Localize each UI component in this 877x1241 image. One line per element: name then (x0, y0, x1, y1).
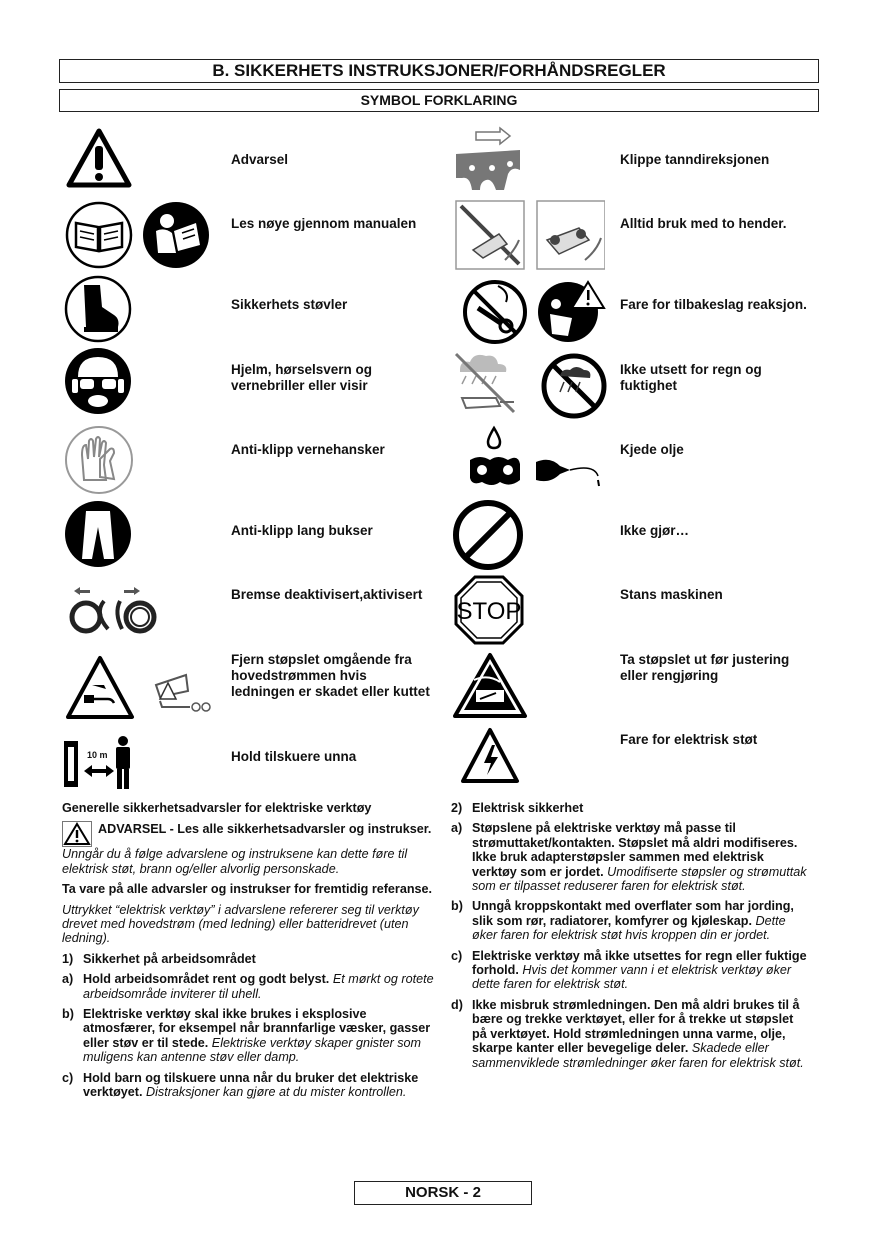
left-text-column (62, 801, 434, 1106)
symbol-label-electric-shock: Fare for elektrisk støt (620, 732, 758, 747)
distance-text: 10 m (87, 750, 108, 760)
definition-text: Uttrykket “elektrisk verktøy” i advarslene refererer seg til verktøy drevet med hovedstrøm (med ledning) eller batteridrevet (uten ledning). (62, 902, 419, 946)
symbol-label-stop: Stans maskinen (620, 587, 723, 602)
symbol-label-trousers: Anti-klipp lang bukser (231, 523, 373, 538)
protective-trousers-icon (64, 499, 132, 569)
keep-instructions-text: Ta vare på alle advarsler og instrukser for fremtidig referanse. (62, 882, 433, 897)
section-heading: 1) Sikkerhet på arbeidsområdet (62, 951, 256, 966)
list-item: d) Ikke misbruk strømledningen. Den må aldri brukes til å bære og trekke verktøyet, eller for å trekke ut støpslet på verktøyet. Hold strømledningen unna varme, olje, skarpe kanter eller bevegelige deler. Skadede eller sammenviklede strømledninger øker faren for elektrisk støt. (451, 997, 804, 1070)
symbol-label-gloves: Anti-klipp vernehansker (231, 442, 385, 457)
page-title: B. SIKKERHETS INSTRUKSJONER/FORHÅNDSREGLER (59, 59, 819, 83)
read-manual-icon (64, 201, 214, 269)
chain-oil-icon (464, 424, 606, 490)
symbol-label-safety-boots: Sikkerhets støvler (231, 297, 348, 312)
warning-triangle-icon (66, 128, 132, 188)
symbol-label-no-rain: Ikke utsett for regn og fuktighet (620, 362, 762, 393)
list-item: c) Elektriske verktøy må ikke utsettes for regn eller fuktige forhold. Hvis det kommer vann i et elektrisk verktøy øker dette faren for elektrisk støt. (451, 948, 807, 992)
list-item: b) Unngå kroppskontakt med overflater som har jording, slik som rør, radiatorer, komfyrer og kjøleskap. Dette øker faren for elektrisk støt hvis kroppen din er jordet. (451, 899, 794, 943)
page-number: NORSK - 2 (354, 1181, 532, 1205)
symbol-label-read-manual: Les nøye gjennom manualen (231, 216, 417, 231)
warning-italic-text: Unngår du å følge advarslene og instruksene kan dette føre til elektrisk støt, brann og/eller alvorlig personskade. (62, 847, 408, 876)
warning-block (62, 821, 434, 847)
symbol-label-unplug-adjust: Ta støpslet ut før justering eller rengjøring (620, 652, 790, 683)
symbol-label-bystanders: Hold tilskuere unna (231, 749, 357, 764)
stop-sign-text: STOP (456, 598, 522, 625)
right-text-column (451, 801, 811, 1076)
safety-boots-icon (64, 275, 132, 343)
warning-bold-text: ADVARSEL - Les alle sikkerhetsadvarsler og instrukser. (98, 822, 432, 837)
kickback-icon (462, 278, 608, 344)
two-hands-icon (455, 200, 605, 270)
section-heading: 2) Elektrisk sikkerhet (451, 801, 584, 815)
chain-direction-icon (452, 126, 524, 194)
symbol-label-two-hands: Alltid bruk med to hender. (620, 216, 787, 231)
symbol-label-brake: Bremse deaktivisert,aktivisert (231, 587, 423, 602)
protective-gloves-icon (64, 425, 134, 495)
symbol-label-warning: Advarsel (231, 152, 289, 167)
list-item: a) Støpslene på elektriske verktøy må passe til strømuttaket/kontakten. Støpslet må aldri modifiseres. Ikke bruk adapterstøpsler sammen med elektrisk verktøy som er jordet. Umodifiserte støpsler og strømuttak som er tilpasset reduserer faren for elektrisk støt. (451, 821, 807, 894)
warning-triangle-icon (62, 821, 92, 847)
symbol-label-unplug-damaged: Fjern støpslet omgående fra hovedstrømmen hvis ledningen er skadet eller kuttet (231, 652, 430, 699)
symbol-label-chain-direction: Klippe tanndireksjonen (620, 152, 770, 167)
electric-shock-icon (460, 727, 520, 785)
helmet-ear-eye-protection-icon (64, 347, 132, 415)
brake-icon (64, 583, 164, 637)
list-item: c) Hold barn og tilskuere unna når du bruker det elektriske verktøyet. Distraksjoner kan gjøre at du mister kontrollen. (62, 1070, 419, 1100)
symbol-label-chain-oil: Kjede olje (620, 442, 684, 457)
unplug-damaged-cord-icon (66, 655, 216, 721)
list-item: a) Hold arbeidsområdet rent og godt belyst. Et mørkt og rotete arbeidsområde inviterer til uhell. (62, 972, 434, 1001)
symbol-label-prohibited: Ikke gjør… (620, 523, 690, 538)
general-warnings-heading: Generelle sikkerhetsadvarsler for elektriske verktøy (62, 801, 372, 815)
symbol-label-kickback: Fare for tilbakeslag reaksjon. (620, 297, 807, 312)
list-item: b) Elektriske verktøy skal ikke brukes i eksplosive atmosfærer, for eksempel når brannfarlige væsker, gasser eller støv er til stede. Elektriske verktøy skaper gnister som muligens kan antenne støv eller damp. (62, 1007, 431, 1065)
stop-sign-icon (454, 575, 524, 645)
section-subtitle: SYMBOL FORKLARING (59, 89, 819, 112)
prohibited-icon (452, 499, 524, 571)
bystanders-distance-icon (62, 735, 138, 791)
symbol-label-helmet: Hjelm, hørselsvern og vernebriller eller visir (231, 362, 373, 393)
unplug-before-adjust-icon (452, 652, 528, 720)
no-rain-icon (452, 346, 610, 420)
